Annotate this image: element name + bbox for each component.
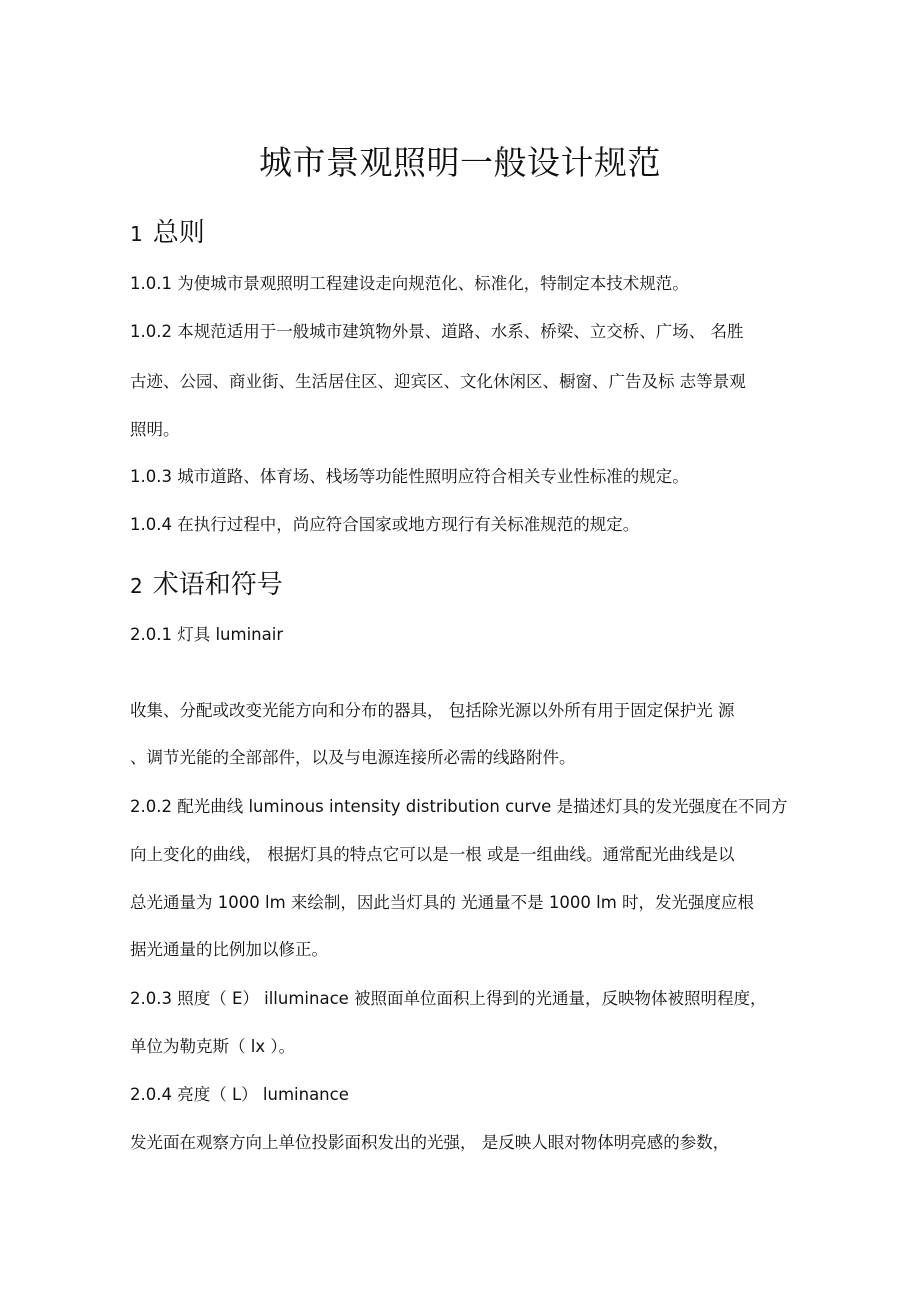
paragraph-line: 2.0.3 照度（ E） illuminace 被照面单位面积上得到的光通量，反映物体被照明程度，	[130, 989, 767, 1008]
paragraph-line: 、调节光能的全部部件，以及与电源连接所必需的线路附件。	[130, 748, 576, 767]
paragraph-line: 向上变化的曲线， 根据灯具的特点它可以是一根 或是一组曲线。通常配光曲线是以	[130, 845, 735, 864]
paragraph-line: 收集、分配或改变光能方向和分布的器具， 包括除光源以外所有用于固定保护光 源	[130, 701, 735, 720]
paragraph-line: 古迹、公园、商业街、生活居住区、迎宾区、文化休闲区、橱窗、广告及标 志等景观	[130, 372, 746, 391]
section-number: 1	[130, 222, 143, 246]
paragraph-line: 2.0.4 亮度（ L） luminance	[130, 1085, 349, 1104]
paragraph-line: 单位为勒克斯（ lx ）。	[130, 1037, 296, 1056]
paragraph-line: 1.0.3 城市道路、体育场、栈场等功能性照明应符合相关专业性标准的规定。	[130, 467, 689, 486]
paragraph-line: 总光通量为 1000 lm 来绘制，因此当灯具的 光通量不是 1000 lm 时，发光强度应根	[130, 893, 755, 912]
section-heading-terms	[130, 567, 283, 604]
paragraph-line: 照明。	[130, 420, 180, 439]
section-title: 术语和符号	[152, 570, 283, 600]
paragraph-line: 据光通量的比例加以修正。	[130, 940, 328, 959]
section-number: 2	[130, 574, 143, 598]
paragraph-line: 1.0.4 在执行过程中，尚应符合国家或地方现行有关标准规范的规定。	[130, 515, 640, 534]
section-heading-general	[130, 215, 205, 252]
paragraph-line: 1.0.2 本规范适用于一般城市建筑物外景、道路、水系、桥梁、立交桥、广场、 名胜	[130, 322, 744, 341]
paragraph-line: 发光面在观察方向上单位投影面积发出的光强， 是反映人眼对物体明亮感的参数，	[130, 1133, 730, 1152]
section-title: 总则	[152, 218, 205, 248]
paragraph-line: 1.0.1 为使城市景观照明工程建设走向规范化、标准化，特制定本技术规范。	[130, 274, 689, 293]
document-title: 城市景观照明一般设计规范	[259, 143, 661, 182]
paragraph-line: 2.0.2 配光曲线 luminous intensity distribution curve 是描述灯具的发光强度在不同方	[130, 797, 788, 816]
paragraph-line: 2.0.1 灯具 luminair	[130, 625, 284, 644]
